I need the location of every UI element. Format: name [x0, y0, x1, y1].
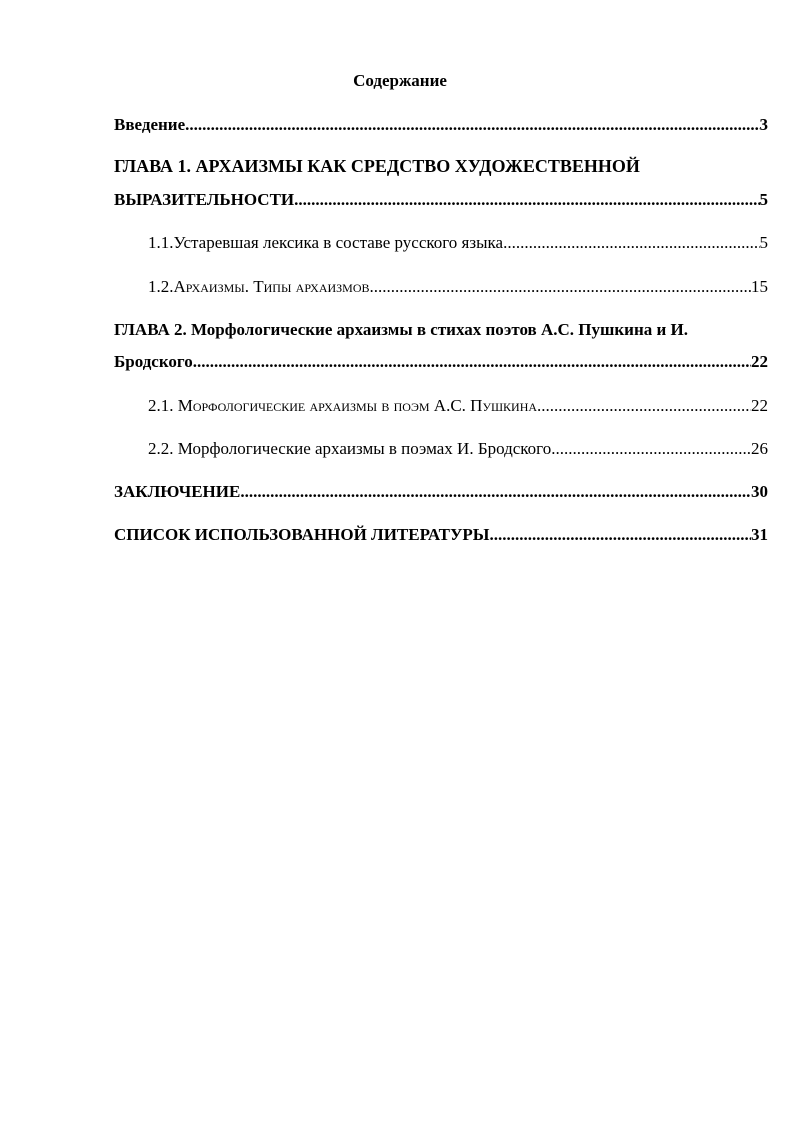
dot-leader [240, 482, 751, 502]
toc-entry-section-1-2 [148, 277, 768, 297]
toc-title: Содержание [353, 71, 447, 90]
toc-entry-label: Бродского [114, 352, 193, 371]
dot-leader [551, 439, 751, 459]
toc-page-number: 22 [751, 352, 768, 371]
toc-entry-label: 2.2. Морфологические архаизмы в поэмах И. Бродского [148, 439, 552, 458]
toc-entry-label: 2.1. Морфологические архаизмы в поэм А.С. Пушкина [148, 396, 538, 415]
dot-leader [490, 525, 752, 545]
toc-entry-label: Устаревшая лексика в составе русского языка [173, 233, 504, 252]
toc-page-number: 15 [751, 277, 768, 296]
toc-page-number: 30 [751, 482, 768, 501]
toc-entry-label: Введение [114, 115, 186, 134]
toc-entry-label: ВЫРАЗИТЕЛЬНОСТИ [114, 190, 295, 209]
dot-leader [185, 115, 759, 135]
toc-entry-section-2-1 [148, 396, 768, 416]
toc-page-number: 5 [759, 233, 768, 252]
section-number: 1.1. [148, 233, 174, 252]
toc-page-number: 22 [751, 396, 768, 415]
dot-leader [294, 190, 759, 210]
toc-chapter1-title-line1: ГЛАВА 1. АРХАИЗМЫ КАК СРЕДСТВО ХУДОЖЕСТВЕННОЙ [114, 156, 640, 176]
toc-entry-label: Архаизмы. Типы архаизмов [173, 277, 370, 296]
toc-entry-chapter2 [114, 352, 768, 372]
toc-page-number: 26 [751, 439, 768, 458]
toc-entry-references [114, 525, 768, 545]
toc-entry-section-1-1 [148, 233, 768, 253]
toc-entry-intro [114, 115, 768, 135]
toc-entry-label: ЗАКЛЮЧЕНИЕ [114, 482, 241, 501]
toc-entry-conclusion [114, 482, 768, 502]
toc-page-number: 31 [751, 525, 768, 544]
toc-page-number: 3 [759, 115, 768, 134]
toc-entry-label: СПИСОК ИСПОЛЬЗОВАННОЙ ЛИТЕРАТУРЫ [114, 525, 490, 544]
toc-entry-section-2-2 [148, 439, 768, 459]
toc-entry-chapter1 [114, 190, 768, 210]
dot-leader [503, 233, 759, 253]
toc-chapter2-title-line1: ГЛАВА 2. Морфологические архаизмы в стихах поэтов А.С. Пушкина и И. [114, 320, 689, 339]
dot-leader [193, 352, 751, 372]
section-number: 1.2. [148, 277, 174, 296]
dot-leader [370, 277, 751, 297]
dot-leader [537, 396, 751, 416]
toc-page-number: 5 [759, 190, 768, 209]
